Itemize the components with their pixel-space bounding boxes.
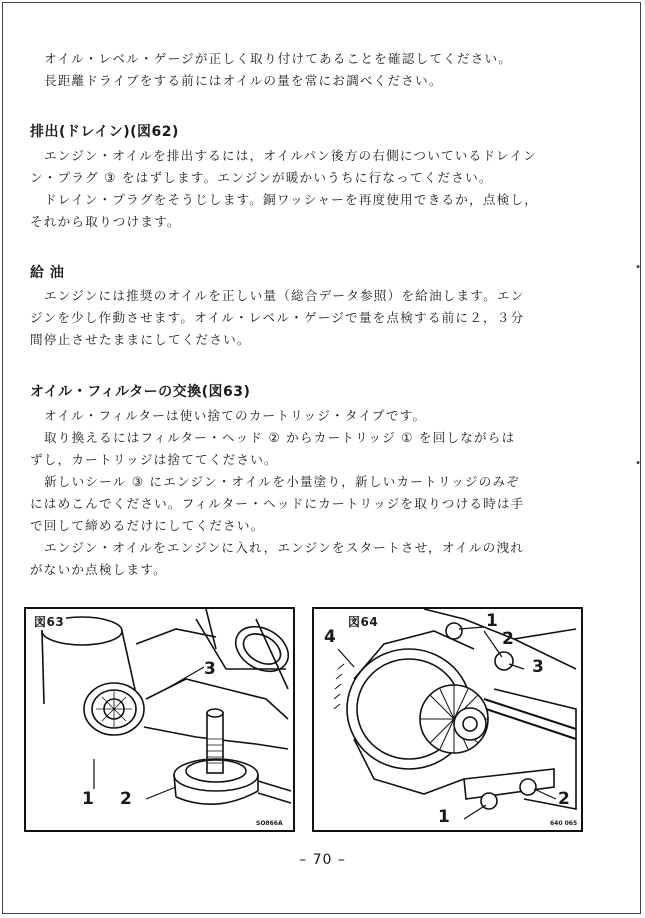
callout-4: 4: [324, 627, 336, 647]
text-line: がないか点検します。: [30, 562, 167, 577]
section-heading-drain: 排出(ドレイン)(図62): [30, 124, 179, 140]
callout-1: 1: [486, 611, 498, 631]
binding-mark: •: [635, 458, 641, 469]
binding-mark: •: [635, 262, 641, 273]
text-line: ジンを少し作動させます。オイル・レベル・ゲージで量を点検する前に２，３分: [30, 310, 525, 325]
callout-2: 2: [502, 629, 514, 649]
figure-code: 640 065: [550, 820, 578, 827]
page-number: – 70 –: [299, 852, 346, 868]
callout-2: 2: [120, 789, 132, 809]
text-line: エンジン・オイルをエンジンに入れ，エンジンをスタートさせ，オイルの洩れ: [44, 540, 525, 555]
callout-2-lower: 2: [558, 789, 570, 809]
text-line: 間停止させたままにしてください。: [30, 332, 251, 347]
text-line: ドレイン・プラグをそうじします。銅ワッシャーを再度使用できるか，点検し，: [44, 192, 539, 207]
oil-filter-illustration: [26, 609, 295, 832]
text-line: ずし，カートリッジは捨ててください。: [30, 452, 278, 467]
text-line: で回して締めるだけにしてください。: [30, 518, 265, 533]
section-body-refill: [30, 285, 590, 351]
text-line: にはめこんでください。フィルター・ヘッドにカートリッジを取りつける時は手: [30, 496, 525, 511]
text-line: それから取りつけます。: [30, 214, 181, 229]
text-line: エンジンには推奨のオイルを正しい量（総合データ参照）を給油します。エン: [44, 288, 525, 303]
intro-paragraph: [30, 48, 590, 92]
text-line: 新しいシール ③ にエンジン・オイルを小量塗り，新しいカートリッジのみぞ: [44, 474, 521, 489]
text-line: エンジン・オイルを排出するには，オイルパン後方の右側についているドレイン: [44, 148, 537, 163]
callout-3: 3: [204, 659, 216, 679]
text-line: 長距離ドライブをする前にはオイルの量を常にお調べください。: [44, 73, 443, 88]
text-line: 取り換えるにはフィルター・ヘッド ② からカートリッジ ① を回しながらは: [44, 430, 516, 445]
callout-1: 1: [82, 789, 94, 809]
figure-64: [312, 607, 583, 832]
text-line: オイル・フィルターは使い捨てのカートリッジ・タイプです。: [44, 408, 427, 423]
section-body-drain: [30, 145, 590, 233]
figure-code: SO866A: [256, 820, 283, 827]
text-line: オイル・レベル・ゲージが正しく取り付けてあることを確認してください。: [44, 51, 513, 66]
figure-63: [24, 607, 295, 832]
callout-1-lower: 1: [438, 807, 450, 827]
figure-label: 図64: [348, 615, 379, 629]
text-line: ン・プラグ ③ をはずします。エンジンが暖かいうちに行なってください。: [30, 170, 493, 185]
section-body-filter: [30, 405, 590, 581]
section-heading-refill: 給 油: [30, 265, 65, 281]
figure-label: 図63: [34, 615, 65, 629]
section-heading-filter: オイル・フィルターの交換(図63): [30, 384, 251, 400]
alternator-illustration: [314, 609, 583, 832]
callout-3: 3: [532, 657, 544, 677]
